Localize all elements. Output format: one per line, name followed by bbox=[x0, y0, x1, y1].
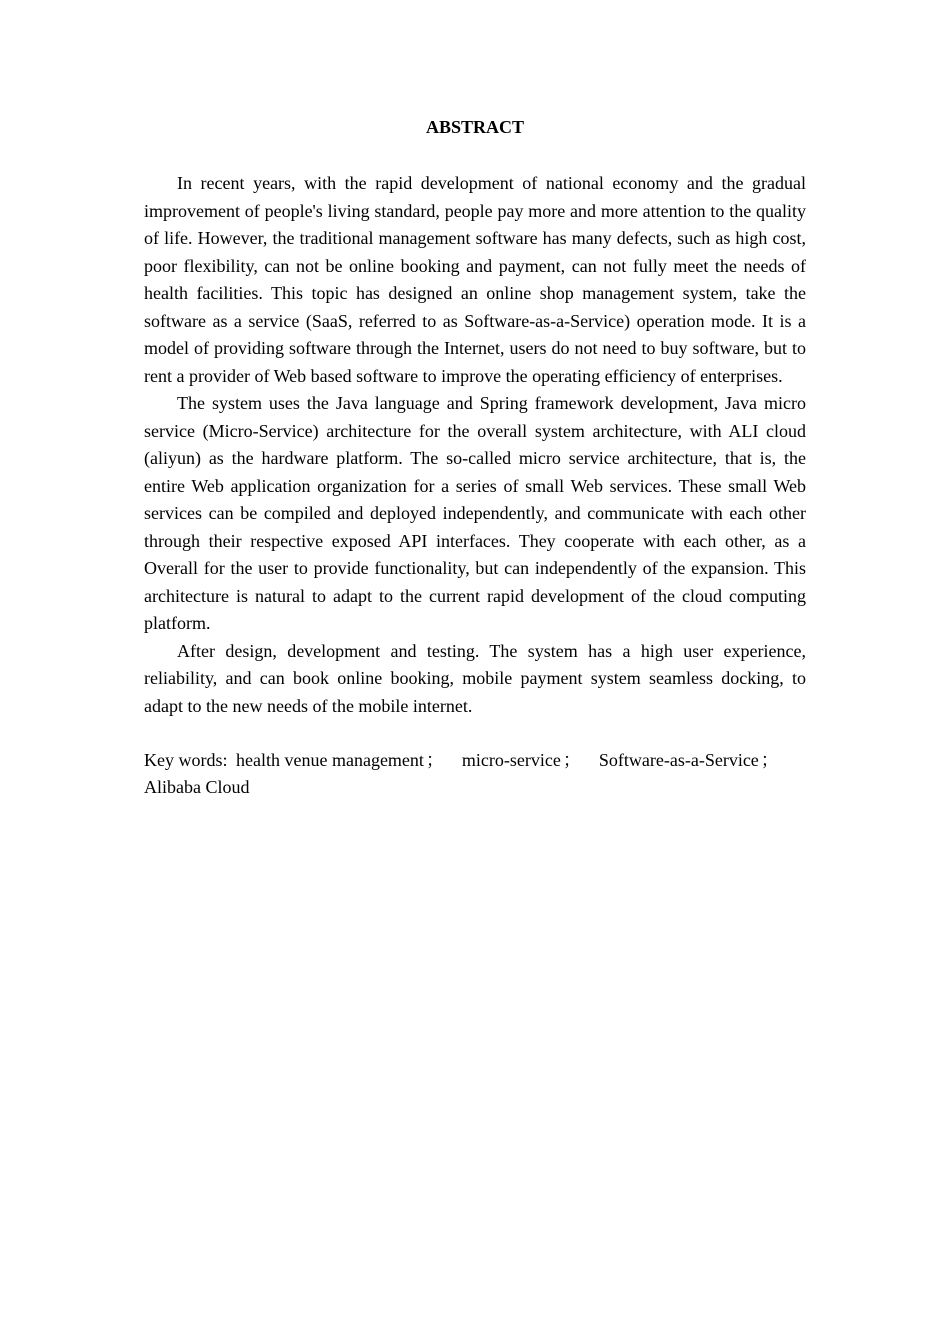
keywords-label: Key words: bbox=[144, 750, 228, 770]
keywords-line bbox=[144, 747, 806, 801]
keyword-item: health venue management bbox=[236, 750, 424, 770]
keyword-item: micro-service bbox=[461, 750, 561, 770]
keyword-item: Software-as-a-Service bbox=[598, 750, 759, 770]
keyword-separator: ； bbox=[425, 750, 444, 770]
abstract-body bbox=[144, 170, 806, 720]
abstract-title: ABSTRACT bbox=[425, 117, 525, 137]
document-page bbox=[144, 0, 806, 801]
keyword-item: Alibaba Cloud bbox=[144, 777, 250, 797]
abstract-paragraph-3: After design, development and testing. The system has a high user experience, reliability, and can book online booking, mobile payment system seamless docking, to adapt to the new needs of the mobile internet. bbox=[144, 640, 806, 716]
keyword-separator: ； bbox=[760, 750, 779, 770]
abstract-paragraph-2: The system uses the Java language and Spring framework development, Java micro service (Micro-Service) architecture for the overall system architecture, with ALI cloud (aliyun) as the hardware platform. The so-called micro service architecture, that is, the entire Web application organization for a series of small Web services. These small Web services can be compiled and deployed independently, and communicate with each other through their respective exposed API interfaces. They cooperate with each other, as a Overall for the user to provide functionality, but can independently of the expansion. This architecture is natural to adapt to the current rapid development of the cloud computing platform. bbox=[144, 393, 806, 633]
keyword-separator: ； bbox=[562, 750, 581, 770]
abstract-paragraph-1: In recent years, with the rapid development of national economy and the gradual improvement of people's living standard, people pay more and more attention to the quality of life. However, the traditional management software has many defects, such as high cost, poor flexibility, can not be online booking and payment, can not fully meet the needs of health facilities. This topic has designed an online shop management system, take the software as a service (SaaS, referred to as Software-as-a-Service) operation mode. It is a model of providing software through the Internet, users do not need to buy software, but to rent a provider of Web based software to improve the operating efficiency of enterprises. bbox=[144, 173, 806, 386]
